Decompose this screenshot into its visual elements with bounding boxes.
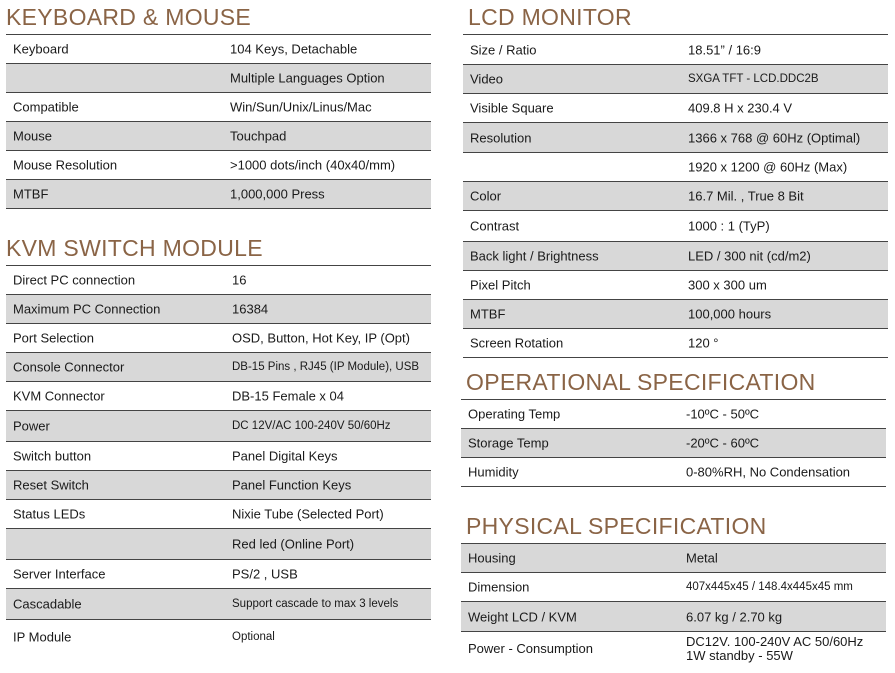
spec-value: 0-80%RH, No Condensation [686, 464, 851, 480]
spec-value: -10ºC - 50ºC [686, 406, 760, 422]
spec-label: Contrast [470, 218, 520, 234]
physical-title: PHYSICAL SPECIFICATION [466, 513, 767, 539]
table-row [463, 94, 888, 123]
spec-label: KVM Connector [13, 388, 105, 404]
lcd-monitor-section [463, 4, 888, 354]
spec-value: 18.51” / 16:9 [688, 42, 761, 57]
spec-value: PS/2 , USB [232, 566, 298, 582]
table-row [6, 442, 431, 471]
table-row [6, 560, 431, 589]
spec-value: 100,000 hours [688, 306, 772, 322]
spec-label: Keyboard [13, 41, 69, 57]
spec-label: Power [13, 418, 50, 434]
spec-value: 1,000,000 Press [230, 186, 325, 202]
spec-label: Size / Ratio [470, 42, 537, 57]
spec-value: Panel Digital Keys [232, 448, 338, 464]
spec-value: LED / 300 nit (cd/m2) [688, 248, 811, 264]
spec-value: 407x445x45 / 148.4x445x45 mm [686, 581, 853, 593]
spec-value: 104 Keys, Detachable [230, 41, 358, 57]
table-row [6, 382, 431, 411]
spec-value: Metal [686, 550, 718, 566]
table-row [461, 632, 886, 666]
spec-label: Maximum PC Connection [13, 301, 161, 317]
spec-label: Status LEDs [13, 506, 86, 522]
table-row [6, 180, 431, 209]
table-row [6, 295, 431, 324]
table-row [6, 500, 431, 529]
spec-value: Panel Function Keys [232, 477, 352, 493]
spec-value: Support cascade to max 3 levels [232, 598, 399, 610]
operational-title: OPERATIONAL SPECIFICATION [466, 369, 816, 395]
spec-value [686, 635, 863, 663]
spec-label: Screen Rotation [470, 335, 564, 351]
spec-value: 16.7 Mil. , True 8 Bit [688, 188, 804, 204]
table-row [6, 471, 431, 500]
table-row [6, 589, 431, 620]
spec-value: DB-15 Female x 04 [232, 388, 344, 404]
spec-label: Operating Temp [468, 406, 561, 422]
spec-label: Dimension [468, 579, 530, 595]
spec-value: 300 x 300 um [688, 277, 767, 293]
table-row [6, 93, 431, 122]
spec-label: Server Interface [13, 566, 106, 582]
table-row [6, 266, 431, 295]
spec-value: SXGA TFT - LCD.DDC2B [688, 73, 819, 85]
spec-label: Cascadable [13, 596, 82, 612]
spec-value: 16384 [232, 301, 269, 317]
table-row [6, 411, 431, 442]
table-row [6, 529, 431, 560]
table-row [461, 573, 886, 602]
spec-label: MTBF [13, 186, 49, 202]
table-row [461, 602, 886, 632]
table-row [6, 64, 431, 93]
kvm-switch-title: KVM SWITCH MODULE [6, 235, 263, 261]
table-row [463, 271, 888, 300]
physical-section [461, 513, 886, 668]
spec-value: 1000 : 1 (TyP) [688, 218, 770, 234]
spec-label: MTBF [470, 306, 506, 322]
table-row [6, 353, 431, 382]
table-row [463, 300, 888, 329]
spec-label: Housing [468, 550, 516, 566]
spec-label: Color [470, 188, 502, 204]
spec-value-line: 1W standby - 55W [686, 648, 793, 663]
spec-label: Direct PC connection [13, 272, 136, 288]
table-row [6, 620, 431, 654]
table-row [463, 211, 888, 242]
spec-value-line: DC12V. 100-240V AC 50/60Hz [686, 634, 864, 649]
table-row [6, 122, 431, 151]
spec-label: Mouse [13, 128, 53, 144]
spec-label: Weight LCD / KVM [468, 609, 577, 624]
spec-value: DB-15 Pins , RJ45 (IP Module), USB [232, 361, 420, 373]
table-row [463, 153, 888, 182]
kvm-switch-section [6, 235, 431, 655]
spec-label: Console Connector [13, 359, 125, 375]
spec-label: Mouse Resolution [13, 157, 118, 173]
table-row [463, 123, 888, 153]
spec-label: Pixel Pitch [470, 277, 531, 293]
spec-label: Switch button [13, 448, 92, 464]
spec-label: Power - Consumption [468, 641, 593, 656]
spec-value: >1000 dots/inch (40x40/mm) [230, 157, 396, 173]
keyboard-mouse-title: KEYBOARD & MOUSE [6, 4, 252, 30]
spec-label: Video [470, 71, 504, 87]
spec-label: Compatible [13, 99, 79, 115]
table-row [463, 182, 888, 211]
spec-value: DC 12V/AC 100-240V 50/60Hz [232, 420, 391, 432]
table-row [461, 400, 886, 429]
spec-label: Visible Square [470, 100, 554, 116]
spec-value: -20ºC - 60ºC [686, 435, 760, 451]
table-row [6, 324, 431, 353]
lcd-monitor-title: LCD MONITOR [468, 4, 632, 30]
table-row [461, 458, 886, 487]
spec-value: Multiple Languages Option [230, 70, 385, 86]
spec-value: Touchpad [230, 128, 287, 144]
table-row [463, 35, 888, 65]
spec-label: Back light / Brightness [470, 248, 599, 264]
spec-label: IP Module [13, 629, 72, 645]
spec-label: Humidity [468, 464, 519, 480]
spec-value: 16 [232, 272, 247, 288]
spec-label: Storage Temp [468, 435, 549, 451]
spec-value: 1366 x 768 @ 60Hz (Optimal) [688, 130, 861, 145]
spec-value: Nixie Tube (Selected Port) [232, 506, 384, 522]
spec-label: Reset Switch [13, 477, 89, 493]
spec-value: 1920 x 1200 @ 60Hz (Max) [688, 159, 848, 175]
spec-value: 409.8 H x 230.4 V [688, 100, 793, 116]
spec-value: OSD, Button, Hot Key, IP (Opt) [232, 330, 410, 346]
spec-value: Red led (Online Port) [232, 536, 355, 552]
spec-value: Win/Sun/Unix/Linus/Mac [230, 99, 372, 115]
keyboard-mouse-section [6, 4, 431, 214]
table-row [463, 242, 888, 271]
table-row [6, 151, 431, 180]
table-row [461, 429, 886, 458]
spec-value: 6.07 kg / 2.70 kg [686, 609, 783, 624]
table-row [6, 35, 431, 64]
table-row [463, 65, 888, 94]
spec-value: 120 ° [688, 335, 719, 351]
spec-label: Resolution [470, 130, 532, 145]
table-row [461, 544, 886, 573]
spec-value: Optional [232, 631, 275, 643]
table-row [463, 329, 888, 358]
operational-section [461, 369, 886, 489]
spec-label: Port Selection [13, 330, 94, 346]
